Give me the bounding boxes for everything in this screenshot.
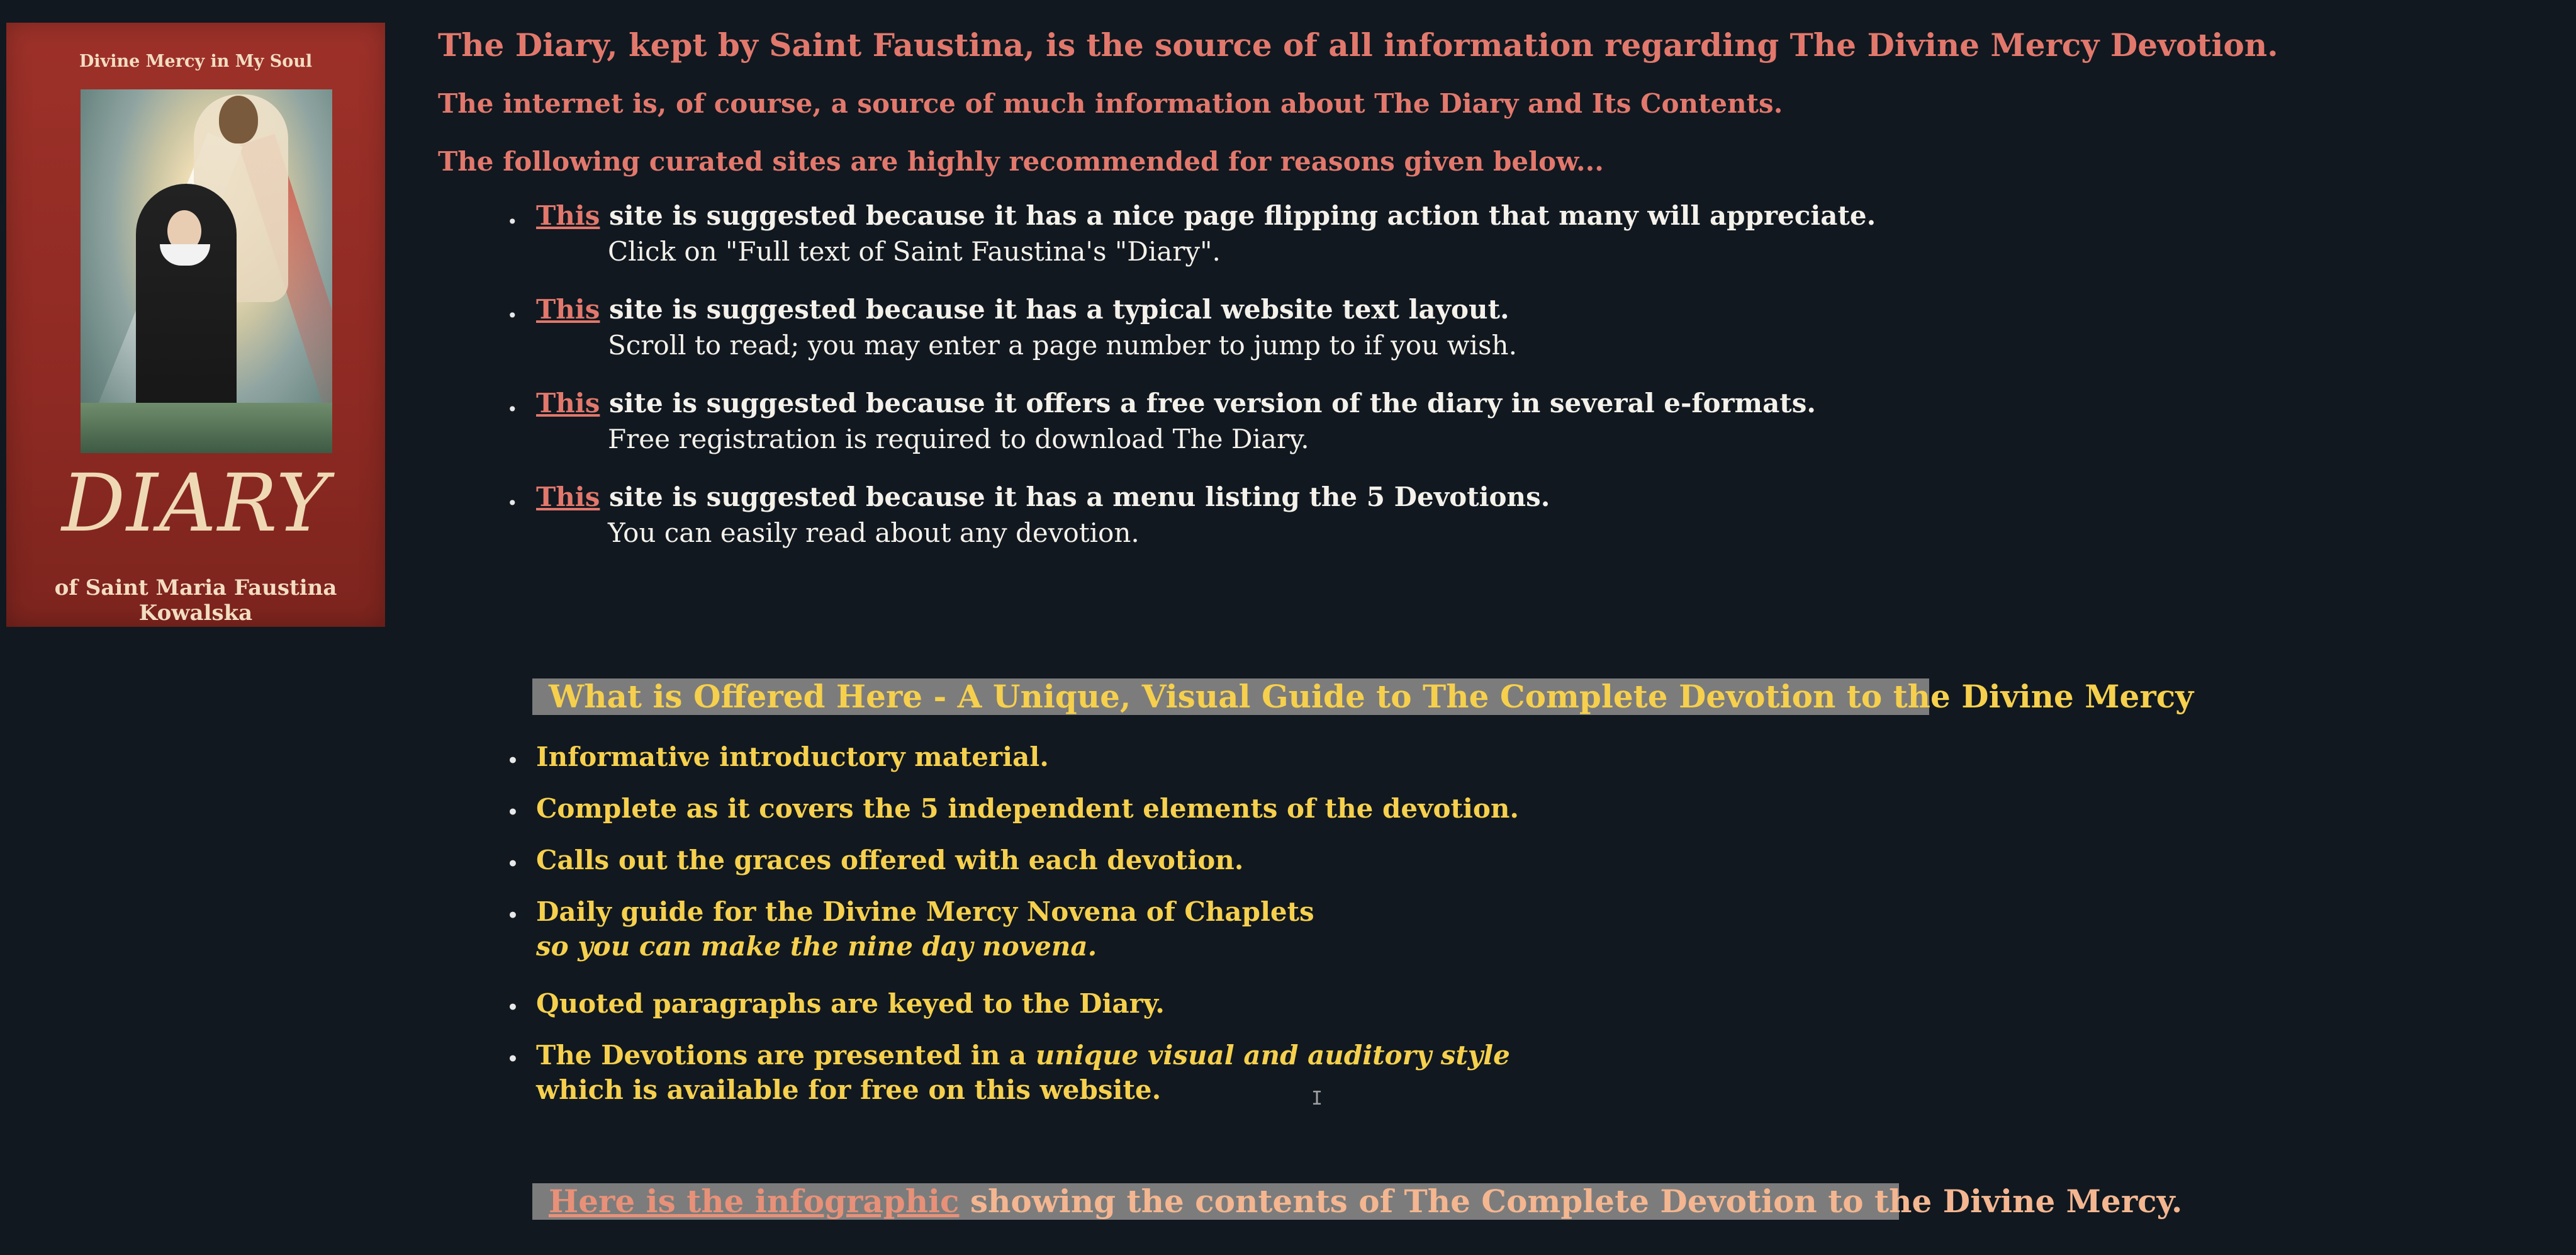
site-main-text: site is suggested because it offers a free version of the diary in several e-formats. [600, 388, 1816, 419]
cover-artwork [81, 89, 332, 453]
site-main-text: site is suggested because it has a menu listing the 5 Devotions. [600, 481, 1550, 512]
offer-subtext: which is available for free on this website. [536, 1074, 1162, 1105]
main-heading: The Diary, kept by Saint Faustina, is the source of all information regarding The Divine Mercy Devotion. [438, 26, 2278, 64]
list-item [507, 200, 2030, 294]
bullet-icon: • [507, 399, 518, 420]
offer-text-plain: The Devotions are presented in a [536, 1040, 1036, 1071]
site-link-3[interactable]: This [536, 388, 600, 419]
text-cursor-icon: I [1311, 1088, 1323, 1110]
bullet-icon: • [507, 750, 518, 771]
site-link-4[interactable]: This [536, 481, 600, 512]
bullet-icon: • [507, 905, 518, 926]
site-subtext: Free registration is required to download The Diary. [608, 424, 1309, 454]
bullet-icon: • [507, 211, 518, 232]
infographic-banner [532, 1183, 2183, 1220]
site-description [536, 200, 1876, 231]
cover-top-text: Divine Mercy in My Soul [79, 52, 313, 71]
jesus-head [219, 96, 258, 144]
site-link-2[interactable]: This [536, 294, 600, 325]
offer-text: Daily guide for the Divine Mercy Novena of Chaplets [536, 896, 1314, 927]
site-subtext: You can easily read about any devotion. [608, 517, 1140, 548]
site-main-text: site is suggested because it has a nice page flipping action that many will appreciate. [600, 200, 1876, 231]
bullet-icon: • [507, 305, 518, 326]
list-item [507, 481, 2030, 575]
site-description [536, 294, 1509, 325]
offer-text: Quoted paragraphs are keyed to the Diary. [536, 988, 1165, 1019]
site-subtext: Click on "Full text of Saint Faustina's "Diary". [608, 236, 1221, 267]
sub-heading-internet: The internet is, of course, a source of much information about The Diary and Its Contents. [438, 88, 1783, 119]
offer-text-italic: unique visual and auditory style [1035, 1040, 1510, 1071]
site-link-1[interactable]: This [536, 200, 600, 231]
bullet-icon: • [507, 802, 518, 823]
sub-heading-curated: The following curated sites are highly recommended for reasons given below... [438, 146, 1604, 177]
bullet-icon: • [507, 493, 518, 514]
bullet-icon: • [507, 1049, 518, 1069]
recommended-sites-list [507, 200, 2030, 575]
offer-text: Calls out the graces offered with each devotion. [536, 845, 1244, 875]
cover-ground [81, 403, 332, 453]
site-main-text: site is suggested because it has a typical website text layout. [600, 294, 1509, 325]
offer-text [536, 1040, 1510, 1071]
cover-title: DIARY [62, 457, 330, 549]
site-description [536, 481, 1550, 512]
offer-text: Complete as it covers the 5 independent elements of the devotion. [536, 793, 1519, 824]
site-description [536, 388, 1816, 419]
infographic-rest-text: showing the contents of The Complete Devotion to the Divine Mercy. [959, 1183, 2183, 1220]
cover-bottom-text: of Saint Maria Faustina Kowalska [54, 575, 337, 626]
offered-banner: What is Offered Here - A Unique, Visual Guide to The Complete Devotion to the Divine Mercy [532, 678, 1929, 715]
offer-text: Informative introductory material. [536, 741, 1049, 772]
infographic-link[interactable]: Here is the infographic [549, 1183, 960, 1220]
list-item [507, 388, 2030, 481]
site-subtext: Scroll to read; you may enter a page number to jump to if you wish. [608, 330, 1517, 361]
offer-subtext: so you can make the nine day novena. [536, 931, 1097, 962]
bullet-icon: • [507, 853, 518, 874]
list-item [507, 294, 2030, 388]
diary-book-cover [6, 23, 385, 627]
bullet-icon: • [507, 997, 518, 1018]
